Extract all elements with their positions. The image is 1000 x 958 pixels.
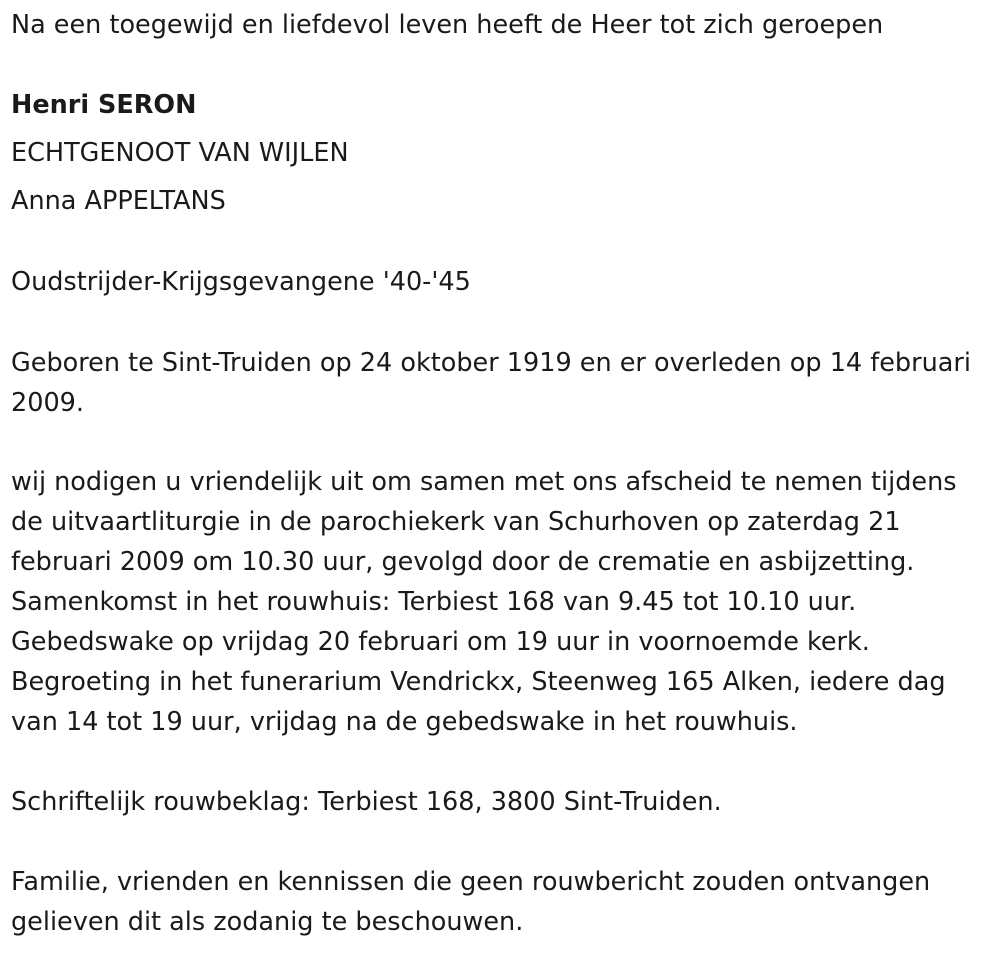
condolence-address: Schriftelijk rouwbeklag: Terbiest 168, 3800 Sint-Truiden. <box>11 787 722 817</box>
deceased-name: Henri SERON <box>11 90 197 120</box>
family-note: Familie, vrienden en kennissen die geen rouwbericht zouden ontvangen gelieven dit als zodanig te beschouwen. <box>11 867 931 937</box>
intro-text: Na een toegewijd en liefdevol leven heeft de Heer tot zich geroepen <box>11 10 884 40</box>
invitation-paragraph: wij nodigen u vriendelijk uit om samen met ons afscheid te nemen tijdens de uitvaartliturgie in de parochiekerk van Schurhoven op zaterdag 21 februari 2009 om 10.30 uur, gevolgd door de crematie en asbijzetting. Samenkomst in het rouwhuis: Terbiest 168 van 9.45 tot 10.10 uur. Gebedswake op vrijdag 20 februari om 19 uur in voornoemde kerk. Begroeting in het funerarium Vendrickx, Steenweg 165 Alken, iedere dag van 14 tot 19 uur, vrijdag na de gebedswake in het rouwhuis. <box>11 467 957 737</box>
veteran-title: Oudstrijder-Krijgsgevangene '40-'45 <box>11 267 471 297</box>
birth-death-paragraph: Geboren te Sint-Truiden op 24 oktober 1919 en er overleden op 14 februari 2009. <box>11 348 971 418</box>
spouse-label: ECHTGENOOT VAN WIJLEN <box>11 138 349 168</box>
spouse-name: Anna APPELTANS <box>11 186 226 216</box>
